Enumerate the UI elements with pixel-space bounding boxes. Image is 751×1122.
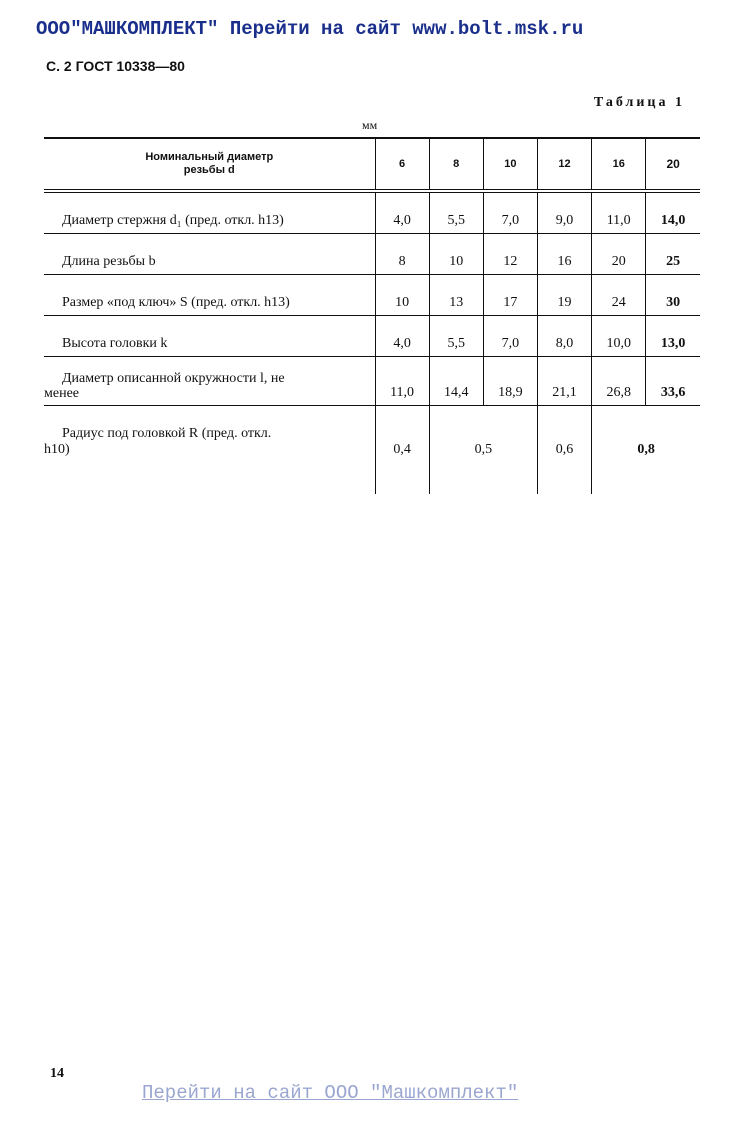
row-label: Размер «под ключ» S (пред. откл. h13): [44, 275, 375, 316]
row-label: Диаметр стержня d₁ (пред. откл. h13): [44, 191, 375, 234]
cell-value: 13: [429, 275, 483, 316]
row-label: Радиус под головкой R (пред. откл. h10): [44, 426, 272, 457]
page-header: [46, 58, 185, 74]
cell-value: 21,1: [537, 357, 591, 406]
cell-value: 20: [592, 234, 646, 275]
cell-value: 26,8: [592, 357, 646, 406]
header-diameter: 20: [646, 138, 700, 191]
header-diameter: 6: [375, 138, 429, 191]
page-prefix: С. 2: [46, 58, 72, 74]
table-row-radius: [44, 406, 700, 495]
site-banner-link[interactable]: ООО"МАШКОМПЛЕКТ" Перейти на сайт www.bolt.msk.ru: [36, 18, 584, 40]
cell-value: 16: [537, 234, 591, 275]
cell-value: 13,0: [646, 316, 700, 357]
table-row: [44, 191, 700, 234]
cell-value: 33,6: [646, 357, 700, 406]
cell-value: 8: [375, 234, 429, 275]
table-row: [44, 234, 700, 275]
cell-value: 30: [646, 275, 700, 316]
row-label: Длина резьбы b: [44, 234, 375, 275]
cell-value: 7,0: [483, 191, 537, 234]
cell-value: 5,5: [429, 316, 483, 357]
dimensions-table: [44, 137, 700, 494]
standard-number: ГОСТ 10338—80: [75, 58, 185, 74]
cell-value: 0,4: [375, 406, 429, 495]
cell-value: 10,0: [592, 316, 646, 357]
cell-value: 11,0: [375, 357, 429, 406]
footer-site-link[interactable]: Перейти на сайт ООО "Машкомплект": [142, 1082, 519, 1104]
table-row: [44, 275, 700, 316]
cell-value: 8,0: [537, 316, 591, 357]
cell-value: 5,5: [429, 191, 483, 234]
header-nominal-diameter: Номинальный диаметр резьбы d: [145, 151, 274, 176]
header-diameter: 10: [483, 138, 537, 191]
header-diameter: 12: [537, 138, 591, 191]
cell-value: 4,0: [375, 316, 429, 357]
cell-value: 10: [429, 234, 483, 275]
cell-value: 14,4: [429, 357, 483, 406]
page-number: 14: [50, 1066, 64, 1081]
cell-value: 9,0: [537, 191, 591, 234]
cell-value: 10: [375, 275, 429, 316]
cell-value: 0,6: [537, 406, 591, 495]
table-row: [44, 357, 700, 406]
header-diameter: 8: [429, 138, 483, 191]
table-row: [44, 316, 700, 357]
table-header-row: [44, 138, 700, 191]
cell-value: 12: [483, 234, 537, 275]
cell-value: 0,8: [592, 406, 700, 495]
table-caption: Таблица 1: [593, 95, 685, 110]
cell-value: 4,0: [375, 191, 429, 234]
cell-value: 7,0: [483, 316, 537, 357]
cell-value: 19: [537, 275, 591, 316]
row-label: Высота головки k: [44, 316, 375, 357]
cell-value: 24: [592, 275, 646, 316]
cell-value: 0,5: [429, 406, 537, 495]
cell-value: 25: [646, 234, 700, 275]
table-unit: мм: [362, 118, 378, 132]
row-label: Диаметр описанной окружности l, не менее: [44, 357, 375, 406]
cell-value: 14,0: [646, 191, 700, 234]
cell-value: 11,0: [592, 191, 646, 234]
header-diameter: 16: [592, 138, 646, 191]
cell-value: 18,9: [483, 357, 537, 406]
cell-value: 17: [483, 275, 537, 316]
